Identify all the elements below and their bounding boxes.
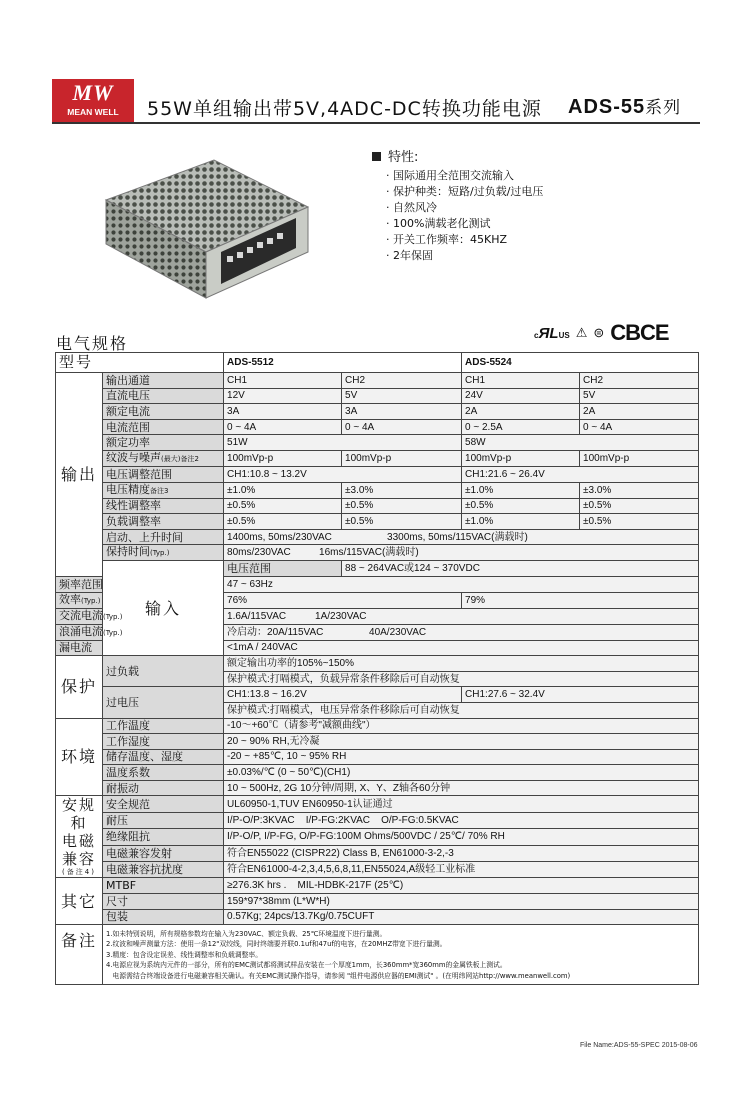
cell: CH1:21.6 ~ 26.4V <box>462 466 699 482</box>
cell: 100mVp-p <box>462 450 580 466</box>
certification-logos <box>534 322 669 344</box>
table-row <box>56 545 699 561</box>
row-label: 电流范围 <box>103 419 224 435</box>
cell-part: 1400ms, 50ms/230VAC <box>227 531 332 543</box>
cell: 额定输出功率的105%~150% <box>224 656 699 672</box>
table-row <box>56 765 699 781</box>
table-row <box>56 373 699 389</box>
cell-part: 3300ms, 50ms/115VAC(满载时) <box>387 531 528 543</box>
spec-table <box>55 352 699 985</box>
cell: CH1:13.8 ~ 16.2V <box>224 687 462 703</box>
ul-mark-icon: cЯLUS <box>534 324 570 342</box>
group-line: 安规和 <box>61 796 96 833</box>
cell: CH2 <box>342 373 462 389</box>
table-row <box>56 829 699 845</box>
cell: 76% <box>224 592 462 608</box>
row-label: 耐压 <box>103 812 224 828</box>
row-label <box>103 545 224 561</box>
feature-text: 国际通用全范围交流输入 <box>393 169 514 182</box>
row-label: 电磁兼容发射 <box>103 845 224 861</box>
row-label: 尺寸 <box>103 894 224 910</box>
cell: 88 ~ 264VAC或124 ~ 370VDC <box>342 561 699 577</box>
features-heading <box>372 150 543 166</box>
cell: ±1.0% <box>462 482 580 498</box>
row-label-text: 保持时间 <box>106 545 150 559</box>
ul-c: c <box>534 330 539 340</box>
group-protection: 保护 <box>56 656 103 718</box>
table-row <box>56 498 699 514</box>
model-label: 型号 <box>56 353 224 373</box>
feature-text: 2年保固 <box>393 249 433 262</box>
cell: ≥276.3K hrs . MIL-HDBK-217F (25℃) <box>224 878 699 894</box>
feature-item: · 国际通用全范围交流输入 <box>386 169 514 182</box>
cell: 0 ~ 4A <box>580 419 699 435</box>
features-heading-text: 特性: <box>388 150 419 165</box>
table-row <box>56 878 699 894</box>
row-label-text: 电压精度 <box>106 482 150 496</box>
cell: ±1.0% <box>462 514 580 530</box>
cell: 20 ~ 90% RH,无冷凝 <box>224 734 699 750</box>
cell: 159*97*38mm (L*W*H) <box>224 894 699 910</box>
row-label-text: 浪涌电流 <box>59 624 103 638</box>
ccc-mark-icon: ⊜ <box>593 325 605 340</box>
row-label <box>56 624 123 640</box>
row-label <box>103 482 224 498</box>
row-label: 工作湿度 <box>103 734 224 750</box>
series-code: ADS-55 <box>568 96 646 118</box>
cell-part: 16ms/115VAC(满载时) <box>319 547 419 559</box>
cell: 符合EN61000-4-2,3,4,5,6,8,11,EN55024,A级轻工业标准 <box>224 862 699 878</box>
row-label: 启动、上升时间 <box>103 529 224 545</box>
cell: 0 ~ 4A <box>342 419 462 435</box>
feature-item: · 100%满载老化测试 <box>386 217 491 230</box>
table-row <box>56 353 699 373</box>
table-row <box>56 435 699 451</box>
row-label-text: 纹波与噪声 <box>106 450 161 464</box>
feature-item: · 开关工作频率：45KHZ <box>386 233 508 246</box>
table-row <box>56 812 699 828</box>
row-label: 绝缘阻抗 <box>103 829 224 845</box>
cell: ±1.0% <box>224 482 342 498</box>
cell <box>224 608 699 624</box>
row-label: 包装 <box>103 909 224 925</box>
group-output: 输出 <box>56 373 103 577</box>
model-name: ADS-5524 <box>462 353 699 373</box>
row-label: 安全规范 <box>103 796 224 812</box>
table-row <box>56 796 699 812</box>
row-note: (Typ.) <box>103 628 123 637</box>
meanwell-logo <box>52 79 134 123</box>
cell: ±0.03%/℃ (0 ~ 50℃)(CH1) <box>224 765 699 781</box>
row-note: (Typ.) <box>103 612 123 621</box>
cell: 2A <box>462 404 580 420</box>
features-block <box>372 150 543 264</box>
table-row <box>56 718 699 734</box>
table-row <box>56 388 699 404</box>
row-note: (Typ.) <box>81 596 101 605</box>
cell: 0 ~ 4A <box>224 419 342 435</box>
table-row <box>56 780 699 796</box>
cell-part: 40A/230VAC <box>369 626 427 638</box>
note-line: 1.如未特别说明，所有规格参数均在输入为230VAC、额定负载、25℃环境温度下进行量测。 <box>106 929 387 938</box>
cell: 10 ~ 500Hz, 2G 10分钟/周期, X、Y、Z轴各60分钟 <box>224 780 699 796</box>
cell: 符合EN55022 (CISPR22) Class B, EN61000-3-2,-3 <box>224 845 699 861</box>
cell: 5V <box>342 388 462 404</box>
row-label: 电压调整范围 <box>103 466 224 482</box>
table-row <box>56 656 699 672</box>
feature-text: 开关工作频率：45KHZ <box>393 233 508 246</box>
cell-part: 80ms/230VAC <box>227 547 291 559</box>
row-label: 额定功率 <box>103 435 224 451</box>
note-line: 电源需结合终端设备进行电磁兼容相关确认。有关EMC测试操作指导，请参阅 "组件电源供应器的EMI测试" 。(在明纬网站http://www.meanwell.com) <box>106 971 571 980</box>
cell: UL60950-1,TUV EN60950-1认证通过 <box>224 796 699 812</box>
group-line: 电磁 <box>61 832 96 851</box>
row-label: MTBF <box>103 878 224 894</box>
cell: CH1:10.8 ~ 13.2V <box>224 466 462 482</box>
cell: ±0.5% <box>224 514 342 530</box>
cb-text: CB <box>610 320 641 345</box>
cell: CH1 <box>462 373 580 389</box>
group-line: 兼容 <box>61 850 96 869</box>
cell: 58W <box>462 435 699 451</box>
cell: 0 ~ 2.5A <box>462 419 580 435</box>
row-label-text: 交流电流 <box>59 608 103 622</box>
row-label: 线性调整率 <box>103 498 224 514</box>
row-label: 负载调整率 <box>103 514 224 530</box>
row-label-text: 效率 <box>59 592 81 606</box>
row-label <box>103 450 224 466</box>
group-input: 输入 <box>103 561 224 656</box>
cell: 47 ~ 63Hz <box>224 576 699 592</box>
feature-text: 自然风冷 <box>393 201 437 214</box>
table-row <box>56 894 699 910</box>
cell: CH2 <box>580 373 699 389</box>
row-label: 输出通道 <box>103 373 224 389</box>
cell: -10～+60℃（请参考"减额曲线"） <box>224 718 699 734</box>
row-label: 工作温度 <box>103 718 224 734</box>
group-others: 其它 <box>56 878 103 925</box>
cell: ±0.5% <box>462 498 580 514</box>
cell: CH1 <box>224 373 342 389</box>
cell: 保护模式:打嗝模式，电压异常条件移除后可自动恢复 <box>224 702 699 718</box>
cell: 12V <box>224 388 342 404</box>
table-row <box>56 561 699 577</box>
file-name: File Name:ADS-55-SPEC 2015-08-06 <box>580 1042 698 1049</box>
row-label: 储存温度、湿度 <box>103 749 224 765</box>
product-image <box>96 152 311 302</box>
product-title: 55W单组输出带5V,4ADC-DC转换功能电源 <box>147 98 542 120</box>
table-row <box>56 482 699 498</box>
row-label: 耐振动 <box>103 780 224 796</box>
ce-text: CE <box>640 320 669 345</box>
row-note: 备注3 <box>150 486 169 495</box>
logo-mark: MW <box>72 80 114 105</box>
row-label: 频率范围 <box>56 576 103 592</box>
cell: 3A <box>342 404 462 420</box>
logo-text: MEAN WELL <box>67 107 119 117</box>
cell: ±0.5% <box>224 498 342 514</box>
notes-cell <box>103 925 699 985</box>
table-row <box>56 925 699 985</box>
cell: 100mVp-p <box>342 450 462 466</box>
row-label: 额定电流 <box>103 404 224 420</box>
row-label: 直流电压 <box>103 388 224 404</box>
note-line: 4.电源应视为系统内元件的一部分，所有的EMC测试都将测试样品安装在一个厚度1mm，长360mm*宽360mm的金属铁板上测试。 <box>106 961 507 969</box>
row-label <box>56 608 123 624</box>
cell: ±0.5% <box>342 514 462 530</box>
cell: 79% <box>462 592 699 608</box>
cell: 100mVp-p <box>224 450 342 466</box>
row-note: (Typ.) <box>150 549 170 558</box>
cell: 100mVp-p <box>580 450 699 466</box>
cell: ±3.0% <box>342 482 462 498</box>
table-row <box>56 845 699 861</box>
row-label: 漏电流 <box>56 640 103 656</box>
tuv-mark-icon: ⚠ <box>575 325 588 340</box>
cell: I/P-O/P:3KVAC I/P-FG:2KVAC O/P-FG:0.5KVAC <box>224 812 699 828</box>
group-environment: 环境 <box>56 718 103 796</box>
cell: <1mA / 240VAC <box>224 640 699 656</box>
cell: 0.57Kg; 24pcs/13.7Kg/0.75CUFT <box>224 909 699 925</box>
table-row <box>56 862 699 878</box>
row-label: 过负载 <box>103 656 224 687</box>
cell: ±0.5% <box>580 498 699 514</box>
series-suffix: 系列 <box>645 98 682 118</box>
row-label: 电压范围 <box>224 561 342 577</box>
header-divider <box>52 122 700 124</box>
table-row <box>56 909 699 925</box>
group-note: (备注4) <box>62 868 96 877</box>
row-label: 电磁兼容抗扰度 <box>103 862 224 878</box>
row-note: (最大)备注2 <box>161 454 199 463</box>
cell <box>224 624 699 640</box>
row-label: 温度系数 <box>103 765 224 781</box>
cell: 24V <box>462 388 580 404</box>
feature-item: · 2年保固 <box>386 249 433 262</box>
cell: 5V <box>580 388 699 404</box>
features-list <box>372 168 543 264</box>
note-line: 2.纹波和噪声测量方法：使用一条12"双绞线，同时终端要并联0.1uf和47uf的电容，在20MHZ带宽下进行量测。 <box>106 940 447 948</box>
cell: ±0.5% <box>342 498 462 514</box>
feature-text: 100%满载老化测试 <box>393 217 491 230</box>
cell: -20 ~ +85℃, 10 ~ 95% RH <box>224 749 699 765</box>
table-row <box>56 514 699 530</box>
table-row <box>56 749 699 765</box>
table-row <box>56 419 699 435</box>
cell: ±0.5% <box>580 514 699 530</box>
ul-us: US <box>558 330 570 340</box>
table-row <box>56 529 699 545</box>
table-row <box>56 734 699 750</box>
group-notes: 备注 <box>56 925 103 985</box>
cell: CH1:27.6 ~ 32.4V <box>462 687 699 703</box>
cell: 51W <box>224 435 462 451</box>
table-row <box>56 450 699 466</box>
table-row <box>56 404 699 420</box>
cell-part: 冷启动：20A/115VAC <box>227 626 324 638</box>
model-name: ADS-5512 <box>224 353 462 373</box>
cell: I/P-O/P, I/P-FG, O/P-FG:100M Ohms/500VDC / 25℃/ 70% RH <box>224 829 699 845</box>
note-line: 3.精度：包含设定误差、线性调整率和负载调整率。 <box>106 950 263 959</box>
cell: 保护模式:打嗝模式，负载异常条件移除后可自动恢复 <box>224 671 699 687</box>
bullet-square-icon <box>372 152 381 161</box>
section-title: 电气规格 <box>56 334 129 353</box>
cell: ±3.0% <box>580 482 699 498</box>
table-row <box>56 466 699 482</box>
feature-item: · 自然风冷 <box>386 201 437 214</box>
cell: 3A <box>224 404 342 420</box>
cell: 2A <box>580 404 699 420</box>
cell <box>224 529 699 545</box>
feature-text: 保护种类：短路/过负载/过电压 <box>393 185 544 198</box>
row-label: 过电压 <box>103 687 224 718</box>
cell <box>224 545 699 561</box>
cell-part: 1.6A/115VAC <box>227 610 287 622</box>
group-safety-emc <box>56 796 103 878</box>
cell-part: 1A/230VAC <box>315 610 367 622</box>
cb-ce-mark-icon <box>610 320 668 346</box>
series-name <box>568 93 681 119</box>
feature-item: · 保护种类：短路/过负载/过电压 <box>386 185 544 198</box>
row-label <box>56 592 103 608</box>
table-row <box>56 687 699 703</box>
